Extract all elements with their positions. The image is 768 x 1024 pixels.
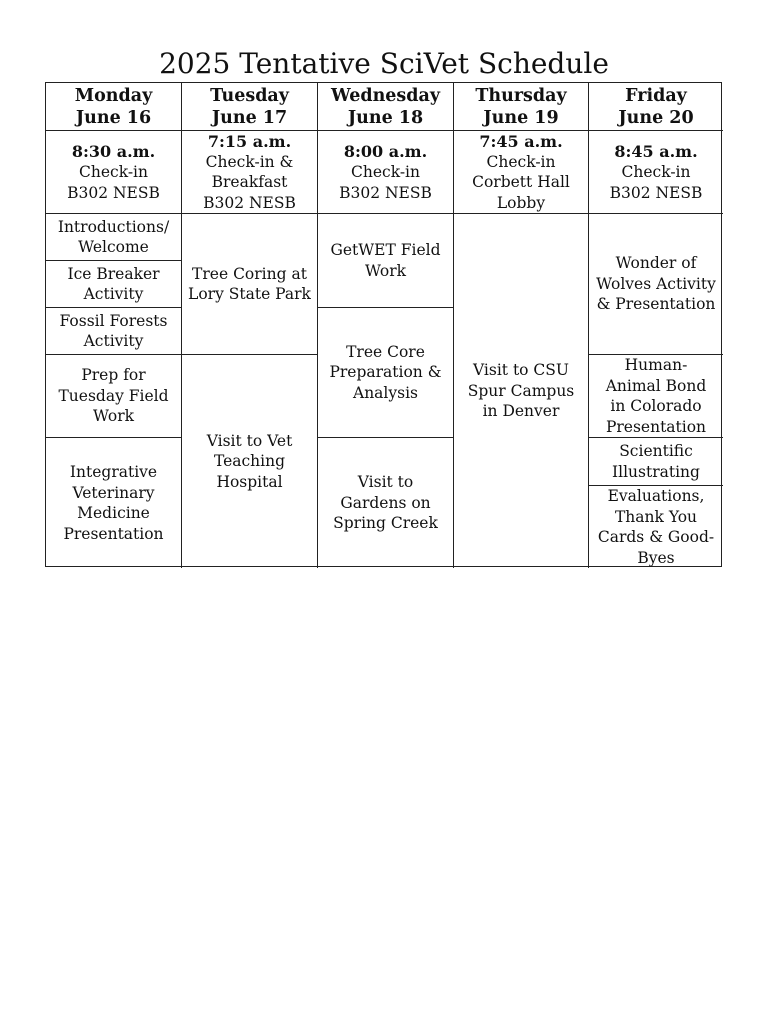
activity-line: Hospital bbox=[216, 472, 283, 491]
activity-line: Activity bbox=[83, 285, 144, 303]
day-date: June 18 bbox=[347, 107, 424, 128]
checkin-time: 8:45 a.m. bbox=[614, 142, 698, 161]
checkin-line: Check-in bbox=[486, 152, 556, 171]
checkin-thursday bbox=[454, 131, 589, 214]
checkin-line: Check-in bbox=[351, 163, 420, 181]
friday-activity-human-animal-bond bbox=[589, 355, 723, 438]
activity-line: Work bbox=[92, 407, 134, 426]
checkin-line: B302 NESB bbox=[339, 183, 432, 202]
activity-line: Prep for bbox=[81, 366, 146, 385]
activity-line: Visit to Vet bbox=[206, 431, 293, 450]
activity-line: Medicine bbox=[77, 504, 150, 522]
friday-activity-wolves bbox=[589, 214, 723, 355]
checkin-tuesday bbox=[182, 131, 318, 214]
activity-line: Introductions/ bbox=[57, 217, 170, 236]
checkin-line: B302 NESB bbox=[67, 183, 160, 202]
wednesday-activity-getwet bbox=[318, 214, 454, 308]
activity-line: Scientific bbox=[619, 442, 693, 460]
checkin-wednesday bbox=[318, 131, 454, 214]
activity-line: Analysis bbox=[353, 383, 418, 402]
day-header-wednesday bbox=[318, 83, 454, 131]
activity-line: Wolves Activity bbox=[596, 274, 716, 293]
activity-line: Veterinary bbox=[72, 483, 155, 502]
activity-line: Wonder of bbox=[615, 254, 697, 273]
day-date: June 19 bbox=[483, 107, 559, 128]
tuesday-activity-vet-hospital bbox=[182, 355, 318, 568]
checkin-time: 7:45 a.m. bbox=[479, 131, 563, 151]
activity-line: Byes bbox=[637, 548, 675, 567]
activity-line: Visit to bbox=[357, 473, 414, 492]
activity-line: in Denver bbox=[482, 402, 560, 421]
day-name: Monday bbox=[74, 85, 153, 106]
monday-activity-integrative-medicine bbox=[46, 438, 182, 568]
activity-line: & Presentation bbox=[596, 295, 716, 314]
day-name: Friday bbox=[625, 85, 687, 106]
thursday-activity-csu-spur bbox=[454, 214, 589, 568]
activity-line: Lory State Park bbox=[188, 285, 311, 303]
activity-line: Ice Breaker bbox=[67, 264, 160, 283]
activity-line: Animal Bond bbox=[605, 376, 707, 395]
day-header-friday bbox=[589, 83, 723, 131]
checkin-time: 7:15 a.m. bbox=[207, 131, 292, 151]
activity-line: Illustrating bbox=[612, 462, 700, 481]
wednesday-activity-gardens bbox=[318, 438, 454, 568]
checkin-time: 8:00 a.m. bbox=[343, 142, 428, 161]
monday-activity-ice-breaker bbox=[46, 261, 182, 308]
checkin-line: Check-in bbox=[621, 163, 691, 181]
checkin-line: Corbett Hall bbox=[472, 173, 570, 192]
day-date: June 16 bbox=[75, 107, 152, 128]
activity-line: Spring Creek bbox=[333, 514, 438, 533]
wednesday-activity-tree-core-prep bbox=[318, 308, 454, 438]
page-title: 2025 Tentative SciVet Schedule bbox=[159, 47, 609, 80]
checkin-line: B302 NESB bbox=[203, 193, 296, 212]
activity-line: Integrative bbox=[69, 463, 158, 481]
activity-line: Thank You bbox=[614, 507, 698, 526]
activity-line: Cards & Good- bbox=[597, 528, 715, 546]
activity-line: Presentation bbox=[605, 417, 707, 436]
day-name: Thursday bbox=[475, 85, 567, 106]
activity-line: Visit to CSU bbox=[473, 361, 569, 380]
activity-line: Human- bbox=[624, 356, 688, 374]
checkin-friday bbox=[589, 131, 723, 214]
activity-line: GetWET Field bbox=[330, 241, 441, 259]
activity-line: Preparation & bbox=[329, 363, 442, 382]
tuesday-activity-tree-coring bbox=[182, 214, 318, 355]
day-header-tuesday bbox=[182, 83, 318, 131]
checkin-line: Check-in bbox=[79, 163, 148, 181]
friday-activity-evaluations bbox=[589, 486, 723, 568]
activity-line: Work bbox=[364, 261, 406, 280]
day-header-thursday bbox=[454, 83, 589, 131]
day-date: June 17 bbox=[211, 107, 288, 128]
monday-activity-introductions bbox=[46, 214, 182, 261]
checkin-line: Lobby bbox=[496, 193, 546, 212]
activity-line: Teaching bbox=[213, 452, 286, 471]
checkin-line: B302 NESB bbox=[609, 183, 703, 202]
activity-line: Activity bbox=[83, 332, 144, 350]
activity-line: in Colorado bbox=[610, 397, 702, 415]
checkin-line: Breakfast bbox=[211, 173, 288, 192]
day-date: June 20 bbox=[618, 107, 694, 128]
activity-line: Fossil Forests bbox=[59, 311, 168, 330]
activity-line: Spur Campus bbox=[467, 381, 575, 400]
activity-line: Gardens on bbox=[340, 493, 431, 512]
checkin-time: 8:30 a.m. bbox=[71, 142, 156, 161]
monday-activity-fossil-forests bbox=[46, 308, 182, 355]
checkin-line: Check-in & bbox=[205, 152, 294, 171]
checkin-monday bbox=[46, 131, 182, 214]
activity-line: Welcome bbox=[78, 238, 149, 256]
activity-line: Tree Coring at bbox=[192, 264, 307, 283]
schedule-table bbox=[45, 82, 722, 567]
activity-line: Evaluations, bbox=[607, 487, 705, 505]
day-name: Tuesday bbox=[210, 85, 289, 106]
activity-line: Tuesday Field bbox=[58, 386, 169, 405]
activity-line: Presentation bbox=[63, 524, 164, 543]
monday-activity-prep bbox=[46, 355, 182, 438]
friday-activity-scientific-illustrating bbox=[589, 438, 723, 486]
activity-line: Tree Core bbox=[346, 342, 425, 361]
day-name: Wednesday bbox=[330, 85, 441, 106]
day-header-monday bbox=[46, 83, 182, 131]
